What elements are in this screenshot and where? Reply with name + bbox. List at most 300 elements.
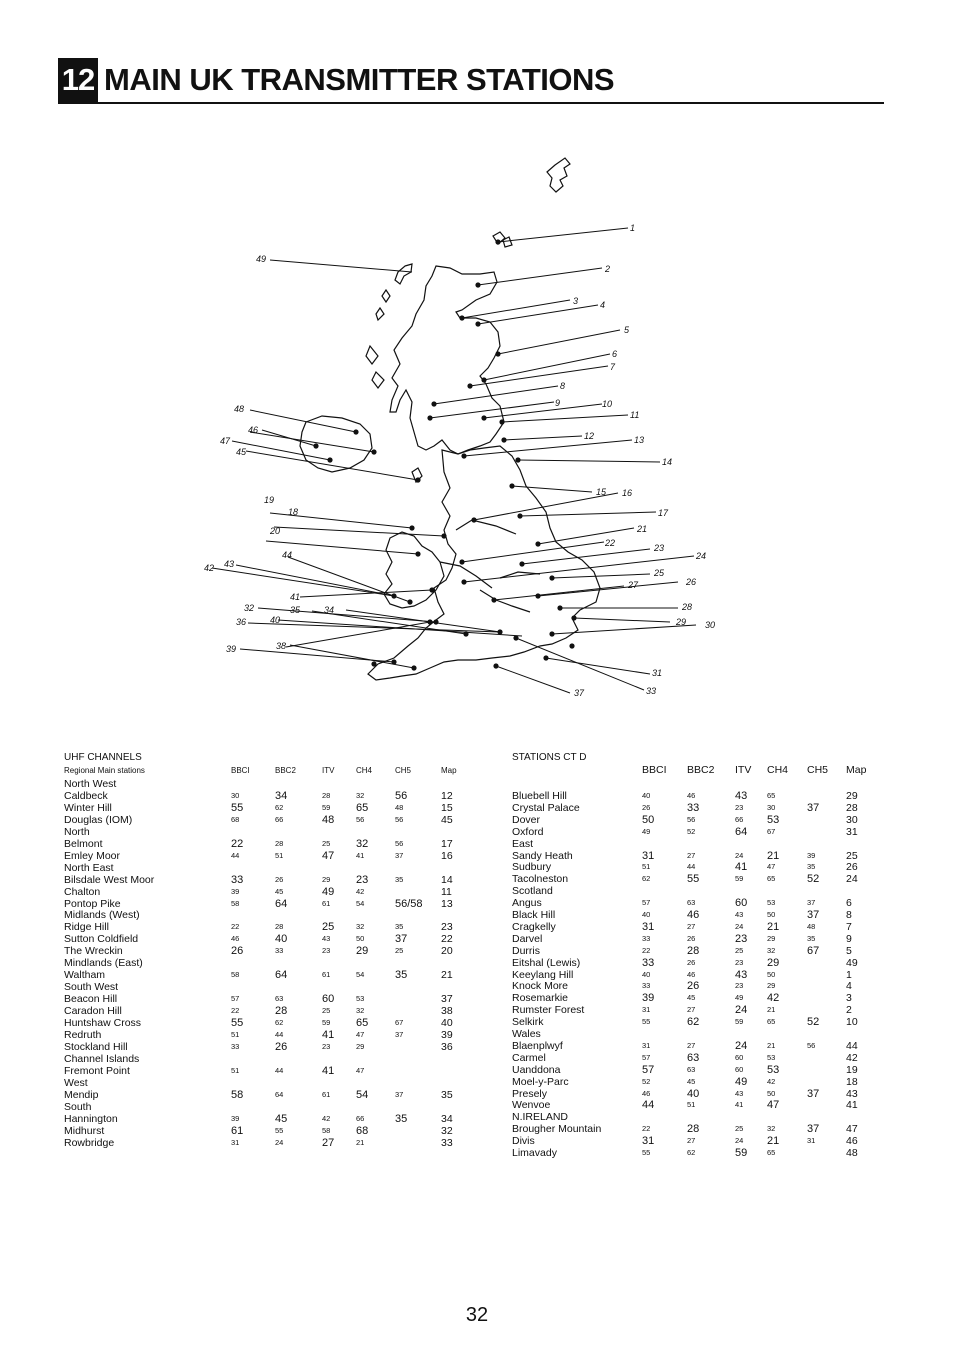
channel-cell: 32 xyxy=(356,790,365,800)
channel-cell: 6 xyxy=(846,897,852,910)
station-name: Cragkelly xyxy=(512,920,556,933)
channel-cell: 9 xyxy=(846,932,852,945)
channel-cell: 7 xyxy=(846,920,852,933)
channel-cell: 34 xyxy=(441,1112,453,1125)
channel-cell: 27 xyxy=(687,921,696,931)
channel-cell: 65 xyxy=(767,1148,776,1157)
channel-cell: 41 xyxy=(846,1099,858,1112)
channel-cell: 26 xyxy=(846,861,858,874)
channel-cell: 53 xyxy=(767,898,776,908)
map-label: 16 xyxy=(622,488,633,498)
channel-cell: 57 xyxy=(642,898,651,908)
channel-cell: 41 xyxy=(322,1028,335,1041)
channel-cell: 32 xyxy=(356,1006,365,1016)
map-label: 6 xyxy=(612,349,618,359)
channel-cell: 43 xyxy=(735,1088,744,1098)
channel-cell: 21 xyxy=(767,1005,776,1015)
map-label: 10 xyxy=(602,399,613,409)
channel-cell: 8 xyxy=(846,909,852,921)
channel-cell: 1 xyxy=(846,968,852,981)
channel-cell: 22 xyxy=(642,1124,651,1134)
column-header: CH4 xyxy=(767,764,789,776)
map-label: 33 xyxy=(646,686,657,696)
channel-cell: 18 xyxy=(846,1075,858,1088)
station-name: Crystal Palace xyxy=(512,801,580,814)
channel-cell: 42 xyxy=(767,992,780,1005)
channel-cell: 3 xyxy=(846,992,852,1005)
map-label: 2 xyxy=(605,264,611,274)
channel-cell: 14 xyxy=(441,873,453,886)
channel-cell: 56 xyxy=(395,814,404,824)
channel-cell: 45 xyxy=(275,1112,288,1125)
channel-cell: 56 xyxy=(395,838,404,848)
channel-cell: 32 xyxy=(356,837,369,850)
station-name: Wenvoe xyxy=(512,1099,551,1112)
channel-cell: 47 xyxy=(356,1029,365,1039)
channel-cell: 48 xyxy=(807,921,816,931)
map-label: 29 xyxy=(676,617,687,627)
channel-cell: 52 xyxy=(807,873,820,886)
channel-cell: 12 xyxy=(441,789,453,802)
channel-cell: 52 xyxy=(807,1016,820,1029)
station-name: South xyxy=(64,1100,92,1113)
channel-cell: 55 xyxy=(687,873,700,886)
channel-cell: 51 xyxy=(231,1065,240,1075)
channel-cell: 41 xyxy=(322,1064,335,1077)
station-name: Channel Islands xyxy=(64,1052,140,1065)
transmitter-dots xyxy=(313,239,579,670)
channel-cell: 37 xyxy=(395,1089,404,1099)
channel-cell: 25 xyxy=(735,945,744,955)
channel-cell: 44 xyxy=(687,862,696,872)
channel-cell: 67 xyxy=(767,826,776,836)
column-header: CH5 xyxy=(395,766,412,775)
channel-cell: 23 xyxy=(322,1041,331,1051)
map-label: 47 xyxy=(220,436,231,446)
channel-cell: 57 xyxy=(642,1052,651,1062)
channel-cell: 21 xyxy=(356,1137,365,1147)
channel-cell: 28 xyxy=(687,1123,700,1136)
channel-cell: 56 xyxy=(687,814,696,824)
station-name: Mindlands (East) xyxy=(64,957,143,970)
channel-cell: 49 xyxy=(846,956,858,969)
channel-cell: 40 xyxy=(642,910,651,919)
channel-cell: 40 xyxy=(642,791,651,800)
map-label: 34 xyxy=(324,605,335,615)
channel-cell: 29 xyxy=(356,1041,365,1051)
channel-cell: 37 xyxy=(441,993,453,1006)
station-name: Caldbeck xyxy=(64,789,108,802)
channel-cell: 53 xyxy=(767,1052,776,1062)
channel-cell: 33 xyxy=(231,1041,240,1051)
station-name: Darvel xyxy=(512,932,543,945)
channel-cell: 48 xyxy=(322,813,335,826)
channel-cell: 51 xyxy=(231,1029,240,1039)
channel-cell: 49 xyxy=(322,885,335,898)
channel-cell: 59 xyxy=(735,1147,748,1159)
channel-cell: 23 xyxy=(322,946,331,956)
channel-cell: 53 xyxy=(356,994,365,1004)
channel-cell: 35 xyxy=(441,1088,453,1101)
station-name: Rumster Forest xyxy=(512,1004,585,1017)
map-label: 22 xyxy=(605,538,616,548)
channel-cell: 42 xyxy=(846,1051,858,1064)
channel-cell: 46 xyxy=(687,909,700,921)
channel-cell: 42 xyxy=(322,1113,331,1123)
channel-cell: 16 xyxy=(441,849,453,862)
channel-cell: 44 xyxy=(846,1039,858,1052)
channel-cell: 26 xyxy=(687,933,696,943)
channel-cell: 43 xyxy=(735,910,744,919)
channel-cell: 41 xyxy=(735,861,748,874)
map-label: 46 xyxy=(248,425,259,435)
channel-cell: 48 xyxy=(395,802,404,812)
channel-cell: 61 xyxy=(322,898,331,908)
station-name: Midlands (West) xyxy=(64,909,140,922)
channel-cell: 24 xyxy=(735,921,744,931)
channel-cell: 65 xyxy=(356,801,369,814)
channel-cell: 40 xyxy=(642,969,651,979)
station-name: Waltham xyxy=(64,969,106,982)
station-name: Midhurst xyxy=(64,1124,105,1137)
map-label: 14 xyxy=(662,457,673,467)
channel-cell: 33 xyxy=(687,801,700,814)
channel-cell: 59 xyxy=(735,874,744,884)
channel-cell: 57 xyxy=(642,1063,655,1076)
channel-cell: 30 xyxy=(846,813,858,826)
channel-cell: 62 xyxy=(275,1018,284,1027)
page-number: 32 xyxy=(465,1304,489,1326)
map-label: 42 xyxy=(204,563,215,573)
channel-cell: 35 xyxy=(395,1112,408,1125)
station-name: Pontop Pike xyxy=(64,897,121,910)
station-name: Scotland xyxy=(512,885,553,898)
station-name: Belmont xyxy=(64,837,103,850)
channel-cell: 28 xyxy=(275,838,284,848)
channel-cell: 60 xyxy=(735,897,748,910)
station-name: Bluebell Hill xyxy=(512,790,567,802)
channel-cell: 28 xyxy=(275,1005,288,1018)
channel-cell: 47 xyxy=(846,1123,858,1136)
page-title: MAIN UK TRANSMITTER STATIONS xyxy=(104,62,615,97)
map-label: 41 xyxy=(290,592,301,602)
channel-cell: 63 xyxy=(687,898,696,908)
map-label: 27 xyxy=(628,580,639,590)
channel-cell: 26 xyxy=(687,957,696,967)
channel-cell: 29 xyxy=(356,945,369,958)
channel-cell: 65 xyxy=(767,874,776,884)
channel-cell: 49 xyxy=(735,1075,748,1088)
channel-cell: 54 xyxy=(356,970,365,980)
station-name: Knock More xyxy=(512,980,569,993)
channel-cell: 29 xyxy=(767,933,776,943)
channel-cell: 56 xyxy=(395,789,408,802)
channel-cell: 22 xyxy=(231,1006,240,1016)
channel-cell: 46 xyxy=(846,1135,858,1148)
map-label: 49 xyxy=(256,254,267,264)
table-title: STATIONS CT D xyxy=(512,752,587,763)
leader-lines xyxy=(212,228,696,693)
channel-cell: 64 xyxy=(275,1089,284,1099)
channel-cell: 10 xyxy=(846,1016,858,1029)
channel-cell: 26 xyxy=(642,802,651,812)
map-label: 39 xyxy=(226,644,237,654)
channel-cell: 35 xyxy=(807,862,816,872)
channel-cell: 31 xyxy=(807,1136,816,1146)
section-number: 12 xyxy=(58,58,98,102)
station-name: Chalton xyxy=(64,885,101,898)
station-name: Sudbury xyxy=(512,861,552,874)
station-name: Blaenplwyf xyxy=(512,1039,563,1052)
channel-cell: 21 xyxy=(767,1040,776,1050)
map-label: 8 xyxy=(560,381,566,391)
channel-cell: 45 xyxy=(441,813,453,826)
column-header: ITV xyxy=(735,764,752,776)
column-header: BBCI xyxy=(231,766,250,775)
station-name: Selkirk xyxy=(512,1016,544,1029)
channel-cell: 27 xyxy=(687,1136,696,1146)
station-name: Huntshaw Cross xyxy=(64,1017,142,1029)
channel-cell: 46 xyxy=(687,791,696,800)
column-header: BBC2 xyxy=(687,764,715,776)
channel-cell: 24 xyxy=(735,1136,744,1146)
channel-cell: 64 xyxy=(735,825,748,838)
channel-cell: 24 xyxy=(735,1004,748,1017)
channel-cell: 43 xyxy=(322,934,331,944)
column-header: ITV xyxy=(322,766,335,775)
channel-cell: 37 xyxy=(395,933,408,946)
channel-cell: 63 xyxy=(687,1064,696,1074)
map-label: 21 xyxy=(637,524,648,534)
channel-cell: 21 xyxy=(767,849,780,862)
station-name: Limavady xyxy=(512,1147,557,1159)
channel-cell: 53 xyxy=(767,1063,780,1076)
channel-cell: 50 xyxy=(767,969,776,979)
channel-cell: 22 xyxy=(231,837,244,850)
channel-cell: 29 xyxy=(322,874,331,884)
channel-cell: 44 xyxy=(231,850,240,860)
channel-cell: 46 xyxy=(231,934,240,944)
channel-cell: 11 xyxy=(441,885,452,898)
channel-cell: 36 xyxy=(441,1040,453,1053)
channel-cell: 33 xyxy=(441,1136,453,1149)
channel-cell: 43 xyxy=(735,790,748,802)
channel-cell: 31 xyxy=(642,920,655,933)
channel-cell: 56 xyxy=(356,814,365,824)
channel-cell: 55 xyxy=(231,1017,244,1029)
map-label: 15 xyxy=(596,487,607,497)
station-name: Wales xyxy=(512,1028,541,1040)
channel-cell: 25 xyxy=(322,1006,331,1016)
channel-cell: 13 xyxy=(441,897,453,910)
channel-cell: 47 xyxy=(767,862,776,872)
channel-cell: 28 xyxy=(687,944,700,957)
channel-cell: 47 xyxy=(356,1065,365,1075)
column-header: Regional Main stations xyxy=(64,766,145,775)
channel-cell: 43 xyxy=(735,968,748,981)
channel-cell: 19 xyxy=(846,1063,858,1076)
channel-cell: 51 xyxy=(687,1100,696,1110)
map-label: 30 xyxy=(705,620,716,630)
map-label: 40 xyxy=(270,615,281,625)
channel-cell: 26 xyxy=(687,980,700,993)
channel-cell: 25 xyxy=(735,1124,744,1134)
channel-cell: 37 xyxy=(395,1029,404,1039)
station-name: Caradon Hill xyxy=(64,1005,122,1018)
channel-cell: 55 xyxy=(231,801,244,814)
channel-cell: 22 xyxy=(642,945,651,955)
channel-cell: 54 xyxy=(356,1088,369,1101)
channel-cell: 64 xyxy=(275,969,288,982)
map-label: 26 xyxy=(686,577,697,587)
channel-cell: 50 xyxy=(767,1088,776,1098)
channel-cell: 32 xyxy=(356,922,365,932)
channel-cell: 25 xyxy=(322,838,331,848)
column-header: BBC2 xyxy=(275,766,296,775)
channel-cell: 63 xyxy=(275,994,284,1004)
map-label: 19 xyxy=(264,495,275,505)
channel-cell: 40 xyxy=(441,1017,453,1029)
channel-cell: 68 xyxy=(356,1124,369,1137)
channel-cell: 25 xyxy=(395,946,404,956)
map-label: 9 xyxy=(555,398,561,408)
station-name: Black Hill xyxy=(512,909,556,921)
channel-cell: 46 xyxy=(642,1088,651,1098)
channel-cell: 23 xyxy=(735,932,748,945)
channel-cell: 24 xyxy=(275,1137,284,1147)
channel-cell: 62 xyxy=(275,802,284,812)
channel-cell: 33 xyxy=(642,956,655,969)
channel-cell: 57 xyxy=(231,994,240,1004)
channel-cell: 51 xyxy=(275,850,284,860)
channel-cell: 28 xyxy=(275,922,284,932)
uk-transmitter-map xyxy=(200,150,720,710)
channel-cell: 65 xyxy=(356,1017,369,1029)
channel-cell: 32 xyxy=(767,945,776,955)
channel-cell: 31 xyxy=(642,1005,651,1015)
station-name: Durris xyxy=(512,944,540,957)
channel-cell: 23 xyxy=(735,957,744,967)
channel-cell: 45 xyxy=(687,1076,696,1086)
channel-cell: 39 xyxy=(807,850,816,860)
channel-cell: 42 xyxy=(767,1076,776,1086)
map-label: 23 xyxy=(654,543,665,553)
channel-cell: 48 xyxy=(846,1147,858,1159)
channel-cell: 27 xyxy=(687,1005,696,1015)
channel-cell: 26 xyxy=(275,874,284,884)
map-label: 24 xyxy=(696,551,707,561)
map-label: 18 xyxy=(288,507,299,517)
channel-cell: 31 xyxy=(231,1137,240,1147)
station-name: Bilsdale West Moor xyxy=(64,873,155,886)
channel-cell: 33 xyxy=(642,933,651,943)
channel-cell: 52 xyxy=(642,1076,651,1086)
channel-cell: 56/58 xyxy=(395,897,423,910)
station-name: Brougher Mountain xyxy=(512,1123,602,1136)
channel-cell: 34 xyxy=(275,789,288,802)
channel-cell: 31 xyxy=(642,1135,655,1148)
channel-cell: 52 xyxy=(687,826,696,836)
map-label: 36 xyxy=(236,617,247,627)
station-name: Divis xyxy=(512,1135,535,1148)
channel-cell: 55 xyxy=(275,1125,284,1135)
column-header: BBCI xyxy=(642,764,667,776)
map-label: 11 xyxy=(630,410,640,420)
channel-cell: 35 xyxy=(395,874,404,884)
map-label: 48 xyxy=(234,404,245,414)
channel-cell: 39 xyxy=(642,992,655,1005)
channel-cell: 61 xyxy=(322,1089,331,1099)
station-name: Emley Moor xyxy=(64,849,121,862)
map-label: 35 xyxy=(290,605,301,615)
channel-cell: 55 xyxy=(642,1148,651,1157)
station-name: Douglas (IOM) xyxy=(64,813,133,826)
map-label: 5 xyxy=(624,325,630,335)
channel-cell: 59 xyxy=(322,1018,331,1027)
channel-cell: 37 xyxy=(807,898,816,908)
station-name: Fremont Point xyxy=(64,1064,130,1077)
channel-cell: 23 xyxy=(735,981,744,991)
station-name: Stockland Hill xyxy=(64,1040,128,1053)
channel-cell: 50 xyxy=(356,934,365,944)
channel-cell: 50 xyxy=(642,813,655,826)
channel-cell: 21 xyxy=(441,969,453,982)
channel-cell: 65 xyxy=(767,791,776,800)
channel-cell: 45 xyxy=(275,886,284,896)
station-name: Uanddona xyxy=(512,1063,561,1076)
channel-cell: 60 xyxy=(735,1064,744,1074)
channel-cell: 31 xyxy=(642,1040,651,1050)
channel-cell: 23 xyxy=(356,873,369,886)
channel-cell: 51 xyxy=(642,862,651,872)
channel-cell: 49 xyxy=(642,826,651,836)
station-name: Ridge Hill xyxy=(64,921,109,934)
channel-cell: 49 xyxy=(735,993,744,1003)
channel-cell: 30 xyxy=(231,790,240,800)
channel-cell: 27 xyxy=(687,850,696,860)
channel-cell: 60 xyxy=(735,1052,744,1062)
channel-cell: 37 xyxy=(807,1123,820,1136)
channel-cell: 26 xyxy=(231,945,244,958)
station-name: Keeylang Hill xyxy=(512,968,574,981)
map-label: 7 xyxy=(610,362,616,372)
channel-cell: 67 xyxy=(807,944,820,957)
channel-cell: 2 xyxy=(846,1004,852,1017)
channel-cell: 65 xyxy=(767,1017,776,1027)
channel-cell: 61 xyxy=(322,970,331,980)
channel-cell: 28 xyxy=(322,790,331,800)
channel-cell: 5 xyxy=(846,944,852,957)
station-name: East xyxy=(512,837,534,850)
map-label: 38 xyxy=(276,641,287,651)
channel-cell: 67 xyxy=(395,1018,404,1027)
channel-cell: 17 xyxy=(441,837,453,850)
channel-cell: 26 xyxy=(275,1040,288,1053)
map-label: 4 xyxy=(600,300,606,310)
station-name: N.IRELAND xyxy=(512,1111,569,1124)
station-name: Winter Hill xyxy=(64,801,112,814)
channel-cell: 58 xyxy=(231,970,240,980)
channel-cell: 41 xyxy=(735,1100,744,1110)
map-label: 32 xyxy=(244,603,255,613)
channel-cell: 44 xyxy=(275,1065,284,1075)
channel-cell: 24 xyxy=(735,850,744,860)
station-name: Presely xyxy=(512,1087,548,1100)
channel-cell: 37 xyxy=(395,850,404,860)
map-label: 17 xyxy=(658,508,669,518)
channel-cell: 63 xyxy=(687,1051,700,1064)
station-name: Beacon Hill xyxy=(64,993,118,1006)
